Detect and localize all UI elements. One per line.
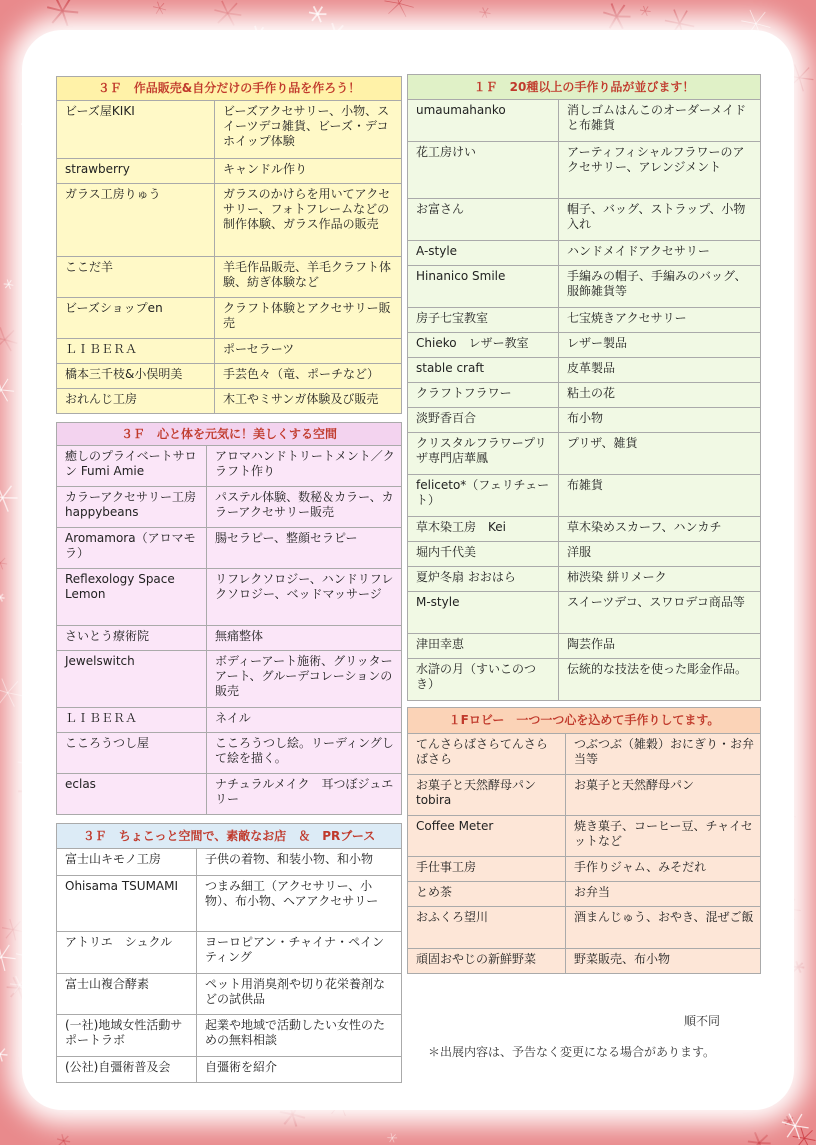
exhibitor-content: 子供の着物、和装小物、和小物: [197, 849, 402, 876]
exhibitor-content: 手芸色々（竜、ポーチなど）: [215, 364, 402, 389]
exhibitor-content: こころうつし絵。リーディングして絵を描く。: [207, 733, 402, 774]
exhibitor-content: つぶつぶ（雑穀）おにぎり・お弁当等: [566, 734, 761, 775]
section-title-3f-beauty: ３Ｆ 心と体を元気に！美しくする空間: [57, 423, 402, 446]
exhibitor-name: 手仕事工房: [408, 857, 566, 882]
flower-ornament: [4, 280, 14, 289]
exhibitor-content: アロマハンドトリートメント／クラフト作り: [207, 446, 402, 487]
exhibitor-name: 癒しのプライベートサロン Fumi Amie: [57, 446, 207, 487]
flower-ornament: [748, 1132, 771, 1145]
exhibitor-name: Jewelswitch: [57, 651, 207, 708]
exhibitor-content: 起業や地域で活動したい女性のための無料相談: [197, 1015, 402, 1057]
table-3f-pr-booth: [56, 823, 402, 1083]
exhibitor-content: 羊毛作品販売、羊毛クラフト体験、紡ぎ体験など: [215, 257, 402, 298]
flower-ornament: [0, 679, 23, 707]
exhibitor-name: とめ茶: [408, 882, 566, 907]
exhibitor-name: ＬＩＢＥＲＡ: [57, 339, 215, 364]
exhibitor-content: ポーセラーツ: [215, 339, 402, 364]
flower-ornament: [0, 327, 17, 351]
flower-ornament: [214, 1, 241, 26]
exhibitor-name: Reflexology Space Lemon: [57, 569, 207, 626]
section-title-1f-craft: １Ｆ 20種以上の手作り品が並びます！: [408, 75, 761, 100]
exhibitor-name: ビーズ屋KIKI: [57, 101, 215, 159]
flower-ornament: [387, 1133, 397, 1142]
exhibitor-name: こころうつし屋: [57, 733, 207, 774]
exhibitor-name: ＬＩＢＥＲＡ: [57, 708, 207, 733]
exhibitor-name: 花工房けい: [408, 142, 559, 199]
table-1f-lobby: [407, 707, 761, 974]
exhibitor-name: 堀内千代美: [408, 542, 559, 567]
exhibitor-content: 七宝焼きアクセサリー: [559, 308, 761, 333]
exhibitor-name: feliceto*（フェリチェート）: [408, 475, 559, 517]
exhibitor-name: Coffee Meter: [408, 816, 566, 857]
exhibitor-content: 柿渋染 絣リメーク: [559, 567, 761, 592]
exhibitor-name: カラーアクセサリー工房happybeans: [57, 487, 207, 528]
exhibitor-name: てんさらばさらてんさらばさら: [408, 734, 566, 775]
exhibitor-content: ヨーロピアン・チャイナ・ペインティング: [197, 932, 402, 974]
exhibitor-content: ネイル: [207, 708, 402, 733]
exhibitor-name: お菓子と天然酵母パン tobira: [408, 775, 566, 816]
exhibitor-name: Aromamora（アロマモラ）: [57, 528, 207, 569]
exhibitor-name: クリスタルフラワープリザ専門店華鳳: [408, 433, 559, 475]
exhibitor-content: ハンドメイドアクセサリー: [559, 241, 761, 266]
exhibitor-content: クラフト体験とアクセサリー販売: [215, 298, 402, 339]
flower-ornament: [0, 1047, 8, 1061]
exhibitor-name: 橋本三千枝&小俣明美: [57, 364, 215, 389]
exhibitor-name: おれんじ工房: [57, 389, 215, 414]
exhibitor-content: スイーツデコ、スワロデコ商品等: [559, 592, 761, 634]
flower-ornament: [479, 8, 490, 18]
exhibitor-name: umaumahanko: [408, 100, 559, 142]
exhibitor-content: パステル体験、数秘＆カラー、カラーアクセサリー販売: [207, 487, 402, 528]
exhibitor-content: 粘土の花: [559, 383, 761, 408]
exhibitor-content: 布雑貨: [559, 475, 761, 517]
exhibitor-name: strawberry: [57, 159, 215, 184]
exhibitor-content: 手作りジャム、みそだれ: [566, 857, 761, 882]
flower-ornament: [0, 943, 16, 971]
exhibitor-content: 伝統的な技法を使った彫金作品。: [559, 659, 761, 701]
exhibitor-content: アーティフィシャルフラワーのアクセサリー、アレンジメント: [559, 142, 761, 199]
exhibitor-content: 陶芸作品: [559, 634, 761, 659]
exhibitor-name: ビーズショップen: [57, 298, 215, 339]
exhibitor-content: お菓子と天然酵母パン: [566, 775, 761, 816]
flower-ornament: [57, 1134, 70, 1145]
exhibitor-content: 自彊術を紹介: [197, 1057, 402, 1083]
exhibitor-content: ペット用消臭剤や切り花栄養剤などの試供品: [197, 974, 402, 1015]
exhibitor-content: 腸セラピー、整顔セラピー: [207, 528, 402, 569]
flower-ornament: [309, 6, 326, 22]
exhibitor-name: (公社)自彊術普及会: [57, 1057, 197, 1083]
exhibitor-content: 皮革製品: [559, 358, 761, 383]
section-title-3f-craft: ３Ｆ 作品販売&自分だけの手作り品を作ろう！: [57, 77, 402, 101]
flower-ornament: [385, 0, 414, 17]
exhibitor-name: Ohisama TSUMAMI: [57, 876, 197, 932]
exhibitor-content: キャンドル作り: [215, 159, 402, 184]
flower-ornament: [47, 0, 78, 26]
table-3f-beauty: [56, 422, 402, 815]
exhibitor-content: ボディーアート施術、グリッターアート、グルーデコレーションの販売: [207, 651, 402, 708]
exhibitor-name: 富士山複合酵素: [57, 974, 197, 1015]
exhibitor-content: つまみ細工（アクセサリー、小物）、布小物、ヘアアクセサリー: [197, 876, 402, 932]
exhibitor-content: 焼き菓子、コーヒー豆、チャイセットなど: [566, 816, 761, 857]
exhibitor-name: 富士山キモノ工房: [57, 849, 197, 876]
exhibitor-name: stable craft: [408, 358, 559, 383]
exhibitor-content: 野菜販売、布小物: [566, 949, 761, 974]
exhibitor-content: 木工やミサンガ体験及び販売: [215, 389, 402, 414]
table-1f-craft: [407, 74, 761, 701]
section-title-1f-lobby: １Fロビー 一つ一つ心を込めて手作りしてます。: [408, 708, 761, 734]
exhibitor-name: eclas: [57, 774, 207, 815]
exhibitor-content: 消しゴムはんこのオーダーメイドと布雑貨: [559, 100, 761, 142]
exhibitor-name: A-style: [408, 241, 559, 266]
exhibitor-content: 手編みの帽子、手編みのバッグ、服飾雑貨等: [559, 266, 761, 308]
exhibitor-name: おふくろ望川: [408, 907, 566, 949]
exhibitor-name: (一社)地域女性活動サポートラボ: [57, 1015, 197, 1057]
exhibitor-content: 帽子、バッグ、ストラップ、小物入れ: [559, 199, 761, 241]
flower-ornament: [0, 557, 7, 570]
exhibitor-name: お富さん: [408, 199, 559, 241]
flower-ornament: [603, 4, 630, 29]
exhibitor-content: レザー製品: [559, 333, 761, 358]
exhibitor-name: 水滸の月（すいこのつき）: [408, 659, 559, 701]
exhibitor-content: プリザ、雑貨: [559, 433, 761, 475]
exhibitor-content: ナチュラルメイク 耳つぼジュエリー: [207, 774, 402, 815]
flower-ornament: [0, 593, 5, 601]
exhibitor-content: 洋服: [559, 542, 761, 567]
exhibitor-name: 草木染工房 Kei: [408, 517, 559, 542]
exhibitor-name: 津田幸恵: [408, 634, 559, 659]
table-3f-craft: [56, 76, 402, 414]
exhibitor-name: 頑固おやじの新鮮野菜: [408, 949, 566, 974]
exhibitor-name: アトリエ シュクル: [57, 932, 197, 974]
exhibitor-content: リフレクソロジー、ハンドリフレクソロジー、ベッドマッサージ: [207, 569, 402, 626]
flower-ornament: [0, 377, 14, 401]
flower-ornament: [640, 6, 651, 16]
exhibitor-name: ガラス工房りゅう: [57, 184, 215, 257]
exhibitor-name: さいとう療術院: [57, 626, 207, 651]
exhibitor-content: 布小物: [559, 408, 761, 433]
exhibitor-content: ガラスのかけらを用いてアクセサリー、フォトフレームなどの制作体験、ガラス作品の販売: [215, 184, 402, 257]
flower-ornament: [782, 1114, 809, 1139]
exhibitor-name: 夏炉冬扇 おおはら: [408, 567, 559, 592]
exhibitor-name: クラフトフラワー: [408, 383, 559, 408]
exhibitor-content: 草木染めスカーフ、ハンカチ: [559, 517, 761, 542]
exhibitor-name: 淡野香百合: [408, 408, 559, 433]
exhibitor-content: 酒まんじゅう、おやき、混ぜご飯: [566, 907, 761, 949]
section-title-3f-pr: ３Ｆ ちょこっと空間で、素敵なお店 ＆ PRブース: [57, 824, 402, 849]
exhibitor-name: ここだ羊: [57, 257, 215, 298]
flower-ornament: [2, 919, 24, 940]
exhibitor-content: 無痛整体: [207, 626, 402, 651]
flower-ornament: [153, 2, 166, 14]
flower-ornament: [0, 484, 18, 512]
exhibitor-content: お弁当: [566, 882, 761, 907]
exhibitor-name: 房子七宝教室: [408, 308, 559, 333]
order-note: 順不同: [684, 1014, 721, 1028]
change-note: ＊出展内容は、予告なく変更になる場合があります。: [428, 1045, 716, 1059]
exhibitor-name: M-style: [408, 592, 559, 634]
exhibitor-name: Chieko レザー教室: [408, 333, 559, 358]
exhibitor-name: Hinanico Smile: [408, 266, 559, 308]
exhibitor-content: ビーズアクセサリー、小物、スイーツデコ雑貨、ビーズ・デコホイップ体験: [215, 101, 402, 159]
